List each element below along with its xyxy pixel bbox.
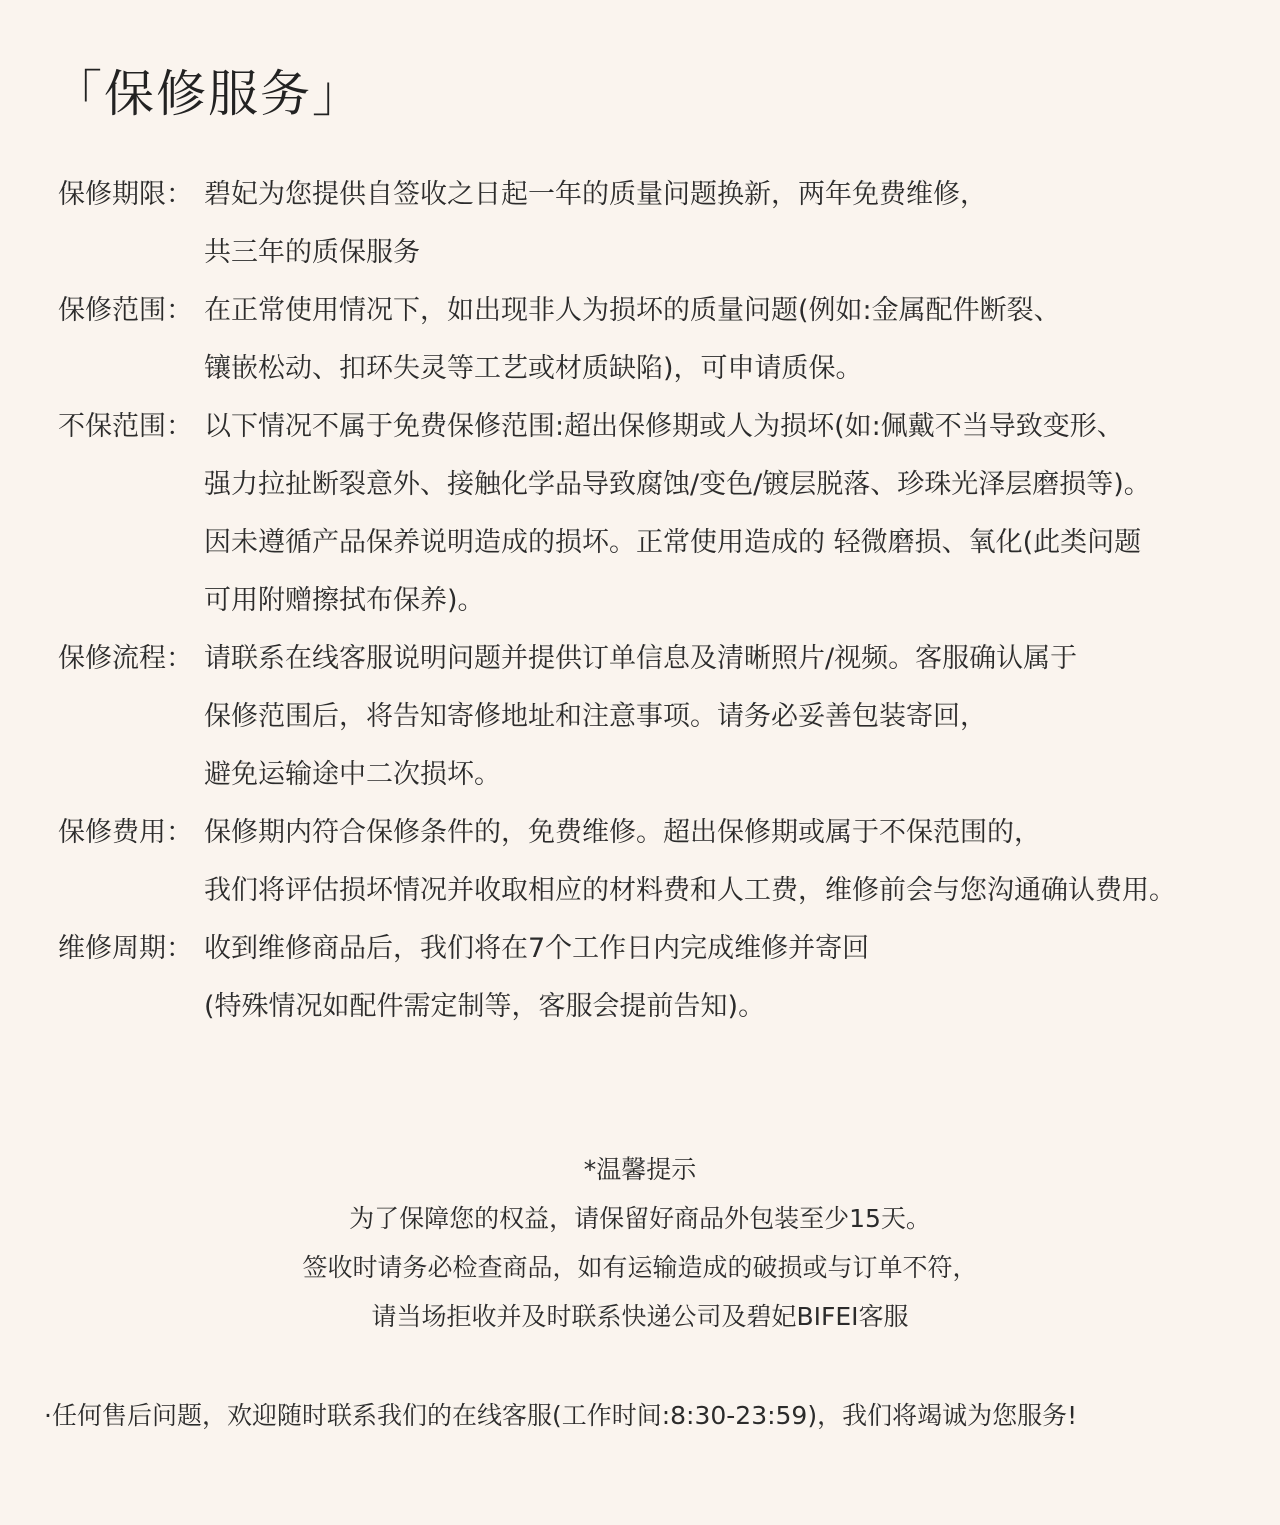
section-line: 收到维修商品后，我们将在7个工作日内完成维修并寄回 <box>204 933 870 964</box>
section-line: 保修期内符合保修条件的，免费维修。超出保修期或属于不保范围的， <box>204 817 1041 848</box>
section-line: 请联系在线客服说明问题并提供订单信息及清晰照片/视频。客服确认属于 <box>204 643 1078 674</box>
tips-line: 为了保障您的权益，请保留好商品外包装至少15天。 <box>349 1204 931 1233</box>
section-body <box>204 398 1268 630</box>
section-line: 碧妃为您提供自签收之日起一年的质量问题换新，两年免费维修， <box>204 179 987 210</box>
section-warranty-process <box>58 630 1268 804</box>
section-label: 保修流程： <box>58 643 193 674</box>
section-label: 保修费用： <box>58 817 193 848</box>
section-warranty-scope <box>58 282 1268 398</box>
section-line: 可用附赠擦拭布保养)。 <box>204 585 485 616</box>
section-exclusions <box>58 398 1268 630</box>
section-label: 不保范围： <box>58 411 193 442</box>
warranty-sections <box>58 166 1268 1036</box>
section-body <box>204 282 1268 398</box>
tips-line: 请当场拒收并及时联系快递公司及碧妃BIFEI客服 <box>371 1302 909 1331</box>
section-line: (特殊情况如配件需定制等，客服会提前告知)。 <box>204 991 766 1022</box>
section-label: 维修周期： <box>58 933 193 964</box>
section-line: 因未遵循产品保养说明造成的损坏。正常使用造成的 轻微磨损、氧化(此类问题 <box>204 527 1142 558</box>
section-line: 保修范围后，将告知寄修地址和注意事项。请务必妥善包装寄回， <box>204 701 987 732</box>
section-body <box>204 920 1268 1036</box>
section-line: 避免运输途中二次损坏。 <box>204 759 501 790</box>
tips-line: 签收时请务必检查商品，如有运输造成的破损或与订单不符， <box>302 1253 978 1282</box>
section-body <box>204 804 1268 920</box>
footer-note: ·任何售后问题，欢迎随时联系我们的在线客服(工作时间:8:30-23:59)，我们将竭诚为您服务! <box>44 1401 1078 1430</box>
section-label: 保修范围： <box>58 295 193 326</box>
section-warranty-fees <box>58 804 1268 920</box>
section-body <box>204 166 1268 282</box>
section-line: 我们将评估损坏情况并收取相应的材料费和人工费，维修前会与您沟通确认费用。 <box>204 875 1176 906</box>
section-line: 在正常使用情况下，如出现非人为损坏的质量问题(例如:金属配件断裂、 <box>204 295 1061 326</box>
section-line: 以下情况不属于免费保修范围:超出保修期或人为损坏(如:佩戴不当导致变形、 <box>204 411 1124 442</box>
tips-title: *温馨提示 <box>583 1155 697 1184</box>
section-body <box>204 630 1268 804</box>
section-label: 保修期限： <box>58 179 193 210</box>
page-title: 「保修服务」 <box>52 65 364 123</box>
section-warranty-period <box>58 166 1268 282</box>
section-line: 强力拉扯断裂意外、接触化学品导致腐蚀/变色/镀层脱落、珍珠光泽层磨损等)。 <box>204 469 1151 500</box>
tips-block <box>0 1146 1280 1341</box>
section-line: 镶嵌松动、扣环失灵等工艺或材质缺陷)，可申请质保。 <box>204 353 863 384</box>
section-repair-cycle <box>58 920 1268 1036</box>
section-line: 共三年的质保服务 <box>204 237 420 268</box>
